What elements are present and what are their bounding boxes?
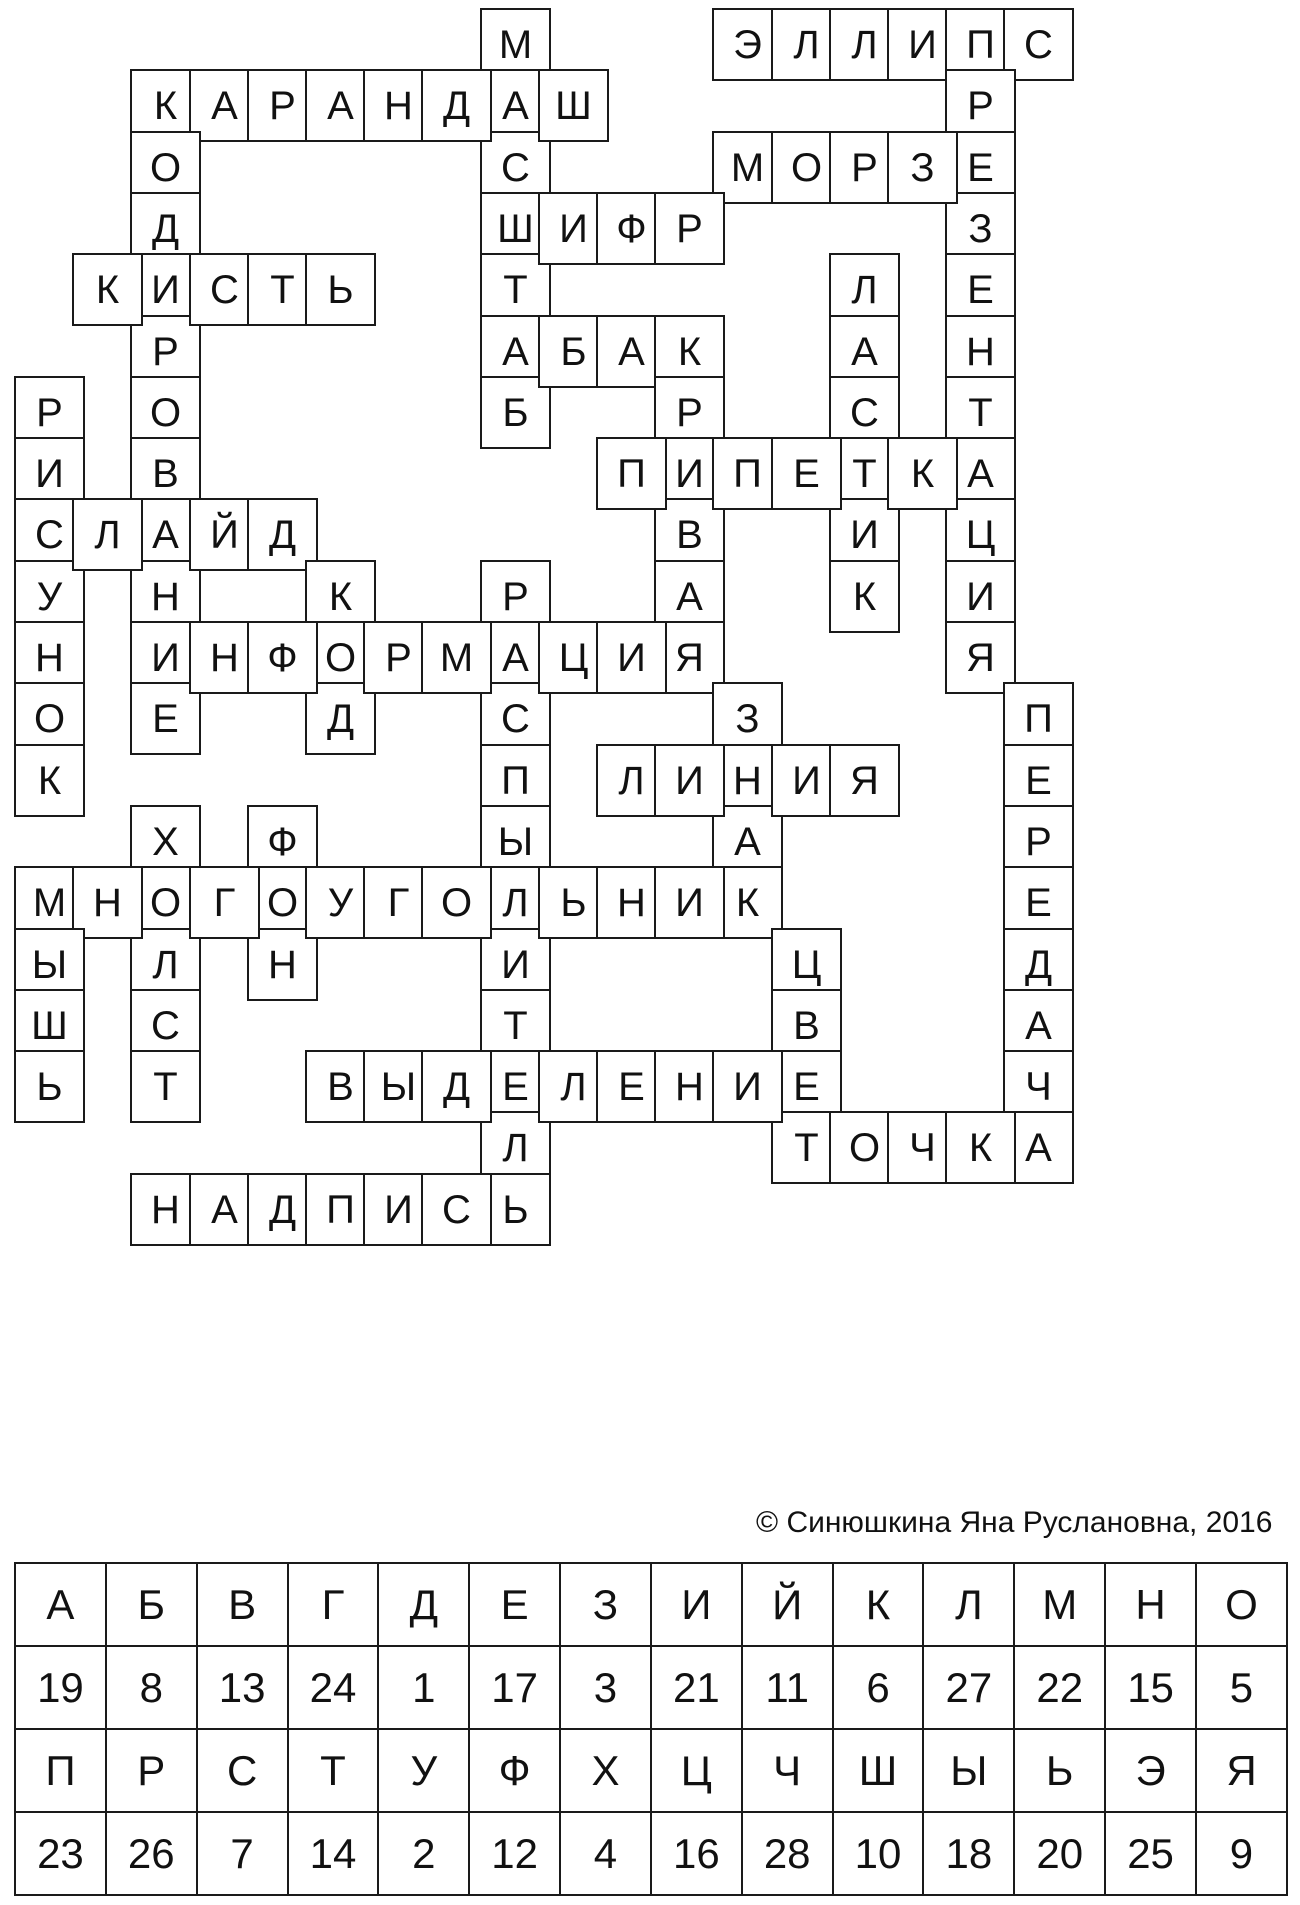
crossword-cell: А <box>480 69 551 142</box>
crossword-cell: Н <box>247 928 318 1001</box>
crossword-cell: И <box>130 253 201 326</box>
crossword-cell: А <box>596 315 667 388</box>
key-letter-cell: Д <box>378 1563 469 1646</box>
crossword-cell: М <box>480 8 551 81</box>
key-letter-cell: Э <box>1105 1729 1196 1812</box>
crossword-cell: Р <box>480 560 551 633</box>
crossword-cell: Ч <box>887 1111 958 1184</box>
crossword-cell: Е <box>130 682 201 755</box>
key-letter-cell: Х <box>560 1729 651 1812</box>
crossword-cell: К <box>712 866 783 939</box>
crossword-cell: Р <box>1003 805 1074 878</box>
crossword-cell: Б <box>480 376 551 449</box>
crossword-cell: С <box>829 376 900 449</box>
crossword-cell: К <box>305 560 376 633</box>
crossword-cell: К <box>945 1111 1016 1184</box>
crossword-cell: Е <box>1003 744 1074 817</box>
key-letter-cell: Ф <box>469 1729 560 1812</box>
crossword-cell: Э <box>712 8 783 81</box>
crossword-cell: О <box>14 682 85 755</box>
key-letter-cell: В <box>197 1563 288 1646</box>
crossword-cell: Ш <box>14 989 85 1062</box>
crossword-cell: Д <box>247 1173 318 1246</box>
crossword-cell: А <box>189 1173 260 1246</box>
crossword-cell: Р <box>14 376 85 449</box>
key-number-cell: 28 <box>742 1812 833 1895</box>
crossword-cell: Е <box>596 1050 667 1123</box>
crossword-cell: Е <box>480 1050 551 1123</box>
crossword-cell: Ы <box>363 1050 434 1123</box>
key-number-cell: 7 <box>197 1812 288 1895</box>
crossword-cell: Н <box>130 560 201 633</box>
crossword-cell: К <box>72 253 143 326</box>
crossword-cell: К <box>654 315 725 388</box>
key-number-cell: 22 <box>1014 1646 1105 1729</box>
crossword-cell: Л <box>72 498 143 571</box>
crossword-cell: К <box>887 437 958 510</box>
crossword-cell: П <box>596 437 667 510</box>
crossword-cell: Т <box>247 253 318 326</box>
key-letter-cell: Т <box>288 1729 379 1812</box>
crossword-cell: Ф <box>247 621 318 694</box>
crossword-cell: Л <box>480 866 551 939</box>
crossword-cell: М <box>14 866 85 939</box>
crossword-cell: Ф <box>596 192 667 265</box>
key-letter-cell: М <box>1014 1563 1105 1646</box>
crossword-cell: Ф <box>247 805 318 878</box>
key-letter-cell: Й <box>742 1563 833 1646</box>
crossword-cell: Л <box>771 8 842 81</box>
crossword-cell: Я <box>654 621 725 694</box>
crossword-cell: С <box>189 253 260 326</box>
crossword-cell: А <box>480 621 551 694</box>
crossword-cell: Н <box>130 1173 201 1246</box>
crossword-cell: Н <box>189 621 260 694</box>
crossword-cell: Ь <box>305 253 376 326</box>
crossword-cell: О <box>421 866 492 939</box>
crossword-cell: Н <box>363 69 434 142</box>
copyright-text: © Синюшкина Яна Руслановна, 2016 <box>756 1506 1273 1539</box>
key-number-cell: 17 <box>469 1646 560 1729</box>
crossword-cell: Р <box>654 376 725 449</box>
key-number-cell: 11 <box>742 1646 833 1729</box>
crossword-cell: Л <box>538 1050 609 1123</box>
crossword-cell: Н <box>712 744 783 817</box>
key-number-cell: 1 <box>378 1646 469 1729</box>
key-letter-cell: Ь <box>1014 1729 1105 1812</box>
key-number-cell: 3 <box>560 1646 651 1729</box>
key-number-cell: 6 <box>833 1646 924 1729</box>
crossword-cell: В <box>130 437 201 510</box>
crossword-cell: Н <box>72 866 143 939</box>
crossword-cell: Р <box>945 69 1016 142</box>
crossword-cell: В <box>305 1050 376 1123</box>
crossword-cell: А <box>1003 989 1074 1062</box>
crossword-cell: А <box>1003 1111 1074 1184</box>
crossword-cell: К <box>829 560 900 633</box>
crossword-cell: Ы <box>14 928 85 1001</box>
key-number-cell: 10 <box>833 1812 924 1895</box>
key-number-cell: 18 <box>923 1812 1014 1895</box>
crossword-cell: О <box>305 621 376 694</box>
crossword-cell: Ь <box>14 1050 85 1123</box>
crossword-cell: У <box>14 560 85 633</box>
crossword-cell: Е <box>945 253 1016 326</box>
crossword-cell: А <box>654 560 725 633</box>
key-letter-cell: Ы <box>923 1729 1014 1812</box>
crossword-cell: Р <box>247 69 318 142</box>
crossword-cell: П <box>1003 682 1074 755</box>
key-number-cell: 2 <box>378 1812 469 1895</box>
crossword-cell: И <box>14 437 85 510</box>
key-number-cell: 15 <box>1105 1646 1196 1729</box>
key-numbers-row <box>15 1812 1287 1895</box>
crossword-cell: А <box>712 805 783 878</box>
crossword-cell: И <box>771 744 842 817</box>
crossword-cell: Р <box>130 315 201 388</box>
crossword-cell: Л <box>596 744 667 817</box>
crossword-cell: П <box>712 437 783 510</box>
crossword-cell: И <box>829 498 900 571</box>
crossword-cell: Т <box>480 989 551 1062</box>
crossword-cell: Е <box>945 131 1016 204</box>
crossword-cell: Г <box>363 866 434 939</box>
crossword-cell: С <box>14 498 85 571</box>
crossword-cell: О <box>130 866 201 939</box>
crossword-cell: Ь <box>538 866 609 939</box>
key-number-cell: 16 <box>651 1812 742 1895</box>
crossword-cell: К <box>130 69 201 142</box>
crossword-cell: Т <box>130 1050 201 1123</box>
crossword-cell: З <box>945 192 1016 265</box>
crossword-cell: И <box>945 560 1016 633</box>
crossword-cell: О <box>130 131 201 204</box>
key-letter-cell: К <box>833 1563 924 1646</box>
key-letter-cell: Н <box>1105 1563 1196 1646</box>
key-letter-cell: Ч <box>742 1729 833 1812</box>
crossword-cell: С <box>1003 8 1074 81</box>
key-number-cell: 19 <box>15 1646 106 1729</box>
crossword-cell: Е <box>771 437 842 510</box>
crossword-cell: С <box>421 1173 492 1246</box>
crossword-cell: О <box>247 866 318 939</box>
crossword-cell: Ш <box>538 69 609 142</box>
key-letter-cell: Г <box>288 1563 379 1646</box>
crossword-cell: Д <box>247 498 318 571</box>
crossword-cell: П <box>305 1173 376 1246</box>
crossword-cell: Н <box>596 866 667 939</box>
crossword-cell: Ч <box>1003 1050 1074 1123</box>
crossword-cell: О <box>130 376 201 449</box>
crossword-cell: И <box>654 744 725 817</box>
key-number-cell: 4 <box>560 1812 651 1895</box>
key-letter-cell: П <box>15 1729 106 1812</box>
crossword-cell: А <box>829 315 900 388</box>
crossword-cell: А <box>189 69 260 142</box>
crossword-cell: Т <box>945 376 1016 449</box>
crossword-cell: Р <box>829 131 900 204</box>
key-letters-row <box>15 1729 1287 1812</box>
crossword-cell: И <box>654 866 725 939</box>
key-letter-cell: Л <box>923 1563 1014 1646</box>
crossword-cell: М <box>421 621 492 694</box>
key-letter-cell: А <box>15 1563 106 1646</box>
crossword-cell: Н <box>14 621 85 694</box>
key-letter-cell: Б <box>106 1563 197 1646</box>
key-number-cell: 23 <box>15 1812 106 1895</box>
crossword-cell: О <box>771 131 842 204</box>
crossword-cell: Н <box>654 1050 725 1123</box>
crossword-cell: Я <box>829 744 900 817</box>
key-letter-cell: Е <box>469 1563 560 1646</box>
crossword-cell: А <box>480 315 551 388</box>
key-number-cell: 25 <box>1105 1812 1196 1895</box>
key-number-cell: 5 <box>1196 1646 1287 1729</box>
crossword-cell: С <box>480 131 551 204</box>
crossword-cell: Ш <box>480 192 551 265</box>
crossword-cell: И <box>538 192 609 265</box>
crossword-cell: О <box>829 1111 900 1184</box>
key-letter-cell: Ш <box>833 1729 924 1812</box>
key-letter-cell: З <box>560 1563 651 1646</box>
crossword-cell: Г <box>189 866 260 939</box>
key-number-cell: 12 <box>469 1812 560 1895</box>
crossword-cell: Й <box>189 498 260 571</box>
crossword-cell: Л <box>130 928 201 1001</box>
crossword-cell: И <box>130 621 201 694</box>
crossword-cell: С <box>130 989 201 1062</box>
crossword-cell: Е <box>771 1050 842 1123</box>
crossword-cell: И <box>712 1050 783 1123</box>
crossword-cell: Н <box>945 315 1016 388</box>
crossword-cell: Д <box>130 192 201 265</box>
key-letter-cell: И <box>651 1563 742 1646</box>
key-number-cell: 9 <box>1196 1812 1287 1895</box>
crossword-cell: В <box>771 989 842 1062</box>
crossword-cell: Т <box>480 253 551 326</box>
crossword-cell: М <box>712 131 783 204</box>
crossword-cell: В <box>654 498 725 571</box>
crossword-cell: Т <box>771 1111 842 1184</box>
crossword-cell: Л <box>829 8 900 81</box>
crossword-cell: А <box>945 437 1016 510</box>
key-letter-cell: С <box>197 1729 288 1812</box>
crossword-cell: И <box>887 8 958 81</box>
crossword-cell: А <box>130 498 201 571</box>
crossword-cell: Ц <box>945 498 1016 571</box>
crossword-cell: И <box>654 437 725 510</box>
key-letter-cell: Р <box>106 1729 197 1812</box>
crossword-cell: Д <box>1003 928 1074 1001</box>
crossword-cell: Ь <box>480 1173 551 1246</box>
letter-number-key-table <box>14 1562 1288 1896</box>
crossword-cell: И <box>480 928 551 1001</box>
key-number-cell: 21 <box>651 1646 742 1729</box>
crossword-cell: П <box>945 8 1016 81</box>
crossword-cell: Л <box>480 1111 551 1184</box>
key-letter-cell: О <box>1196 1563 1287 1646</box>
key-number-cell: 27 <box>923 1646 1014 1729</box>
key-number-cell: 20 <box>1014 1812 1105 1895</box>
crossword-cell: Л <box>829 253 900 326</box>
crossword-cell: Р <box>654 192 725 265</box>
crossword-cell: З <box>887 131 958 204</box>
crossword-cell: Т <box>829 437 900 510</box>
crossword-cell: П <box>480 744 551 817</box>
key-number-cell: 24 <box>288 1646 379 1729</box>
crossword-cell: Е <box>1003 866 1074 939</box>
crossword-cell: Д <box>421 1050 492 1123</box>
key-number-cell: 14 <box>288 1812 379 1895</box>
key-number-cell: 8 <box>106 1646 197 1729</box>
crossword-cell: К <box>14 744 85 817</box>
crossword-cell: Х <box>130 805 201 878</box>
crossword-cell: А <box>305 69 376 142</box>
key-numbers-row <box>15 1646 1287 1729</box>
crossword-cell: У <box>305 866 376 939</box>
key-letter-cell: У <box>378 1729 469 1812</box>
crossword-cell: Д <box>305 682 376 755</box>
crossword-cell: С <box>480 682 551 755</box>
crossword-cell: И <box>596 621 667 694</box>
key-letter-cell: Я <box>1196 1729 1287 1812</box>
crossword-cell: Ц <box>538 621 609 694</box>
crossword-cell: Ы <box>480 805 551 878</box>
key-number-cell: 13 <box>197 1646 288 1729</box>
key-letter-cell: Ц <box>651 1729 742 1812</box>
crossword-cell: З <box>712 682 783 755</box>
crossword-cell: Д <box>421 69 492 142</box>
crossword-cell: И <box>363 1173 434 1246</box>
key-number-cell: 26 <box>106 1812 197 1895</box>
crossword-cell: Р <box>363 621 434 694</box>
crossword-cell: Б <box>538 315 609 388</box>
crossword-cell: Ц <box>771 928 842 1001</box>
crossword-cell: Я <box>945 621 1016 694</box>
key-letters-row <box>15 1563 1287 1646</box>
